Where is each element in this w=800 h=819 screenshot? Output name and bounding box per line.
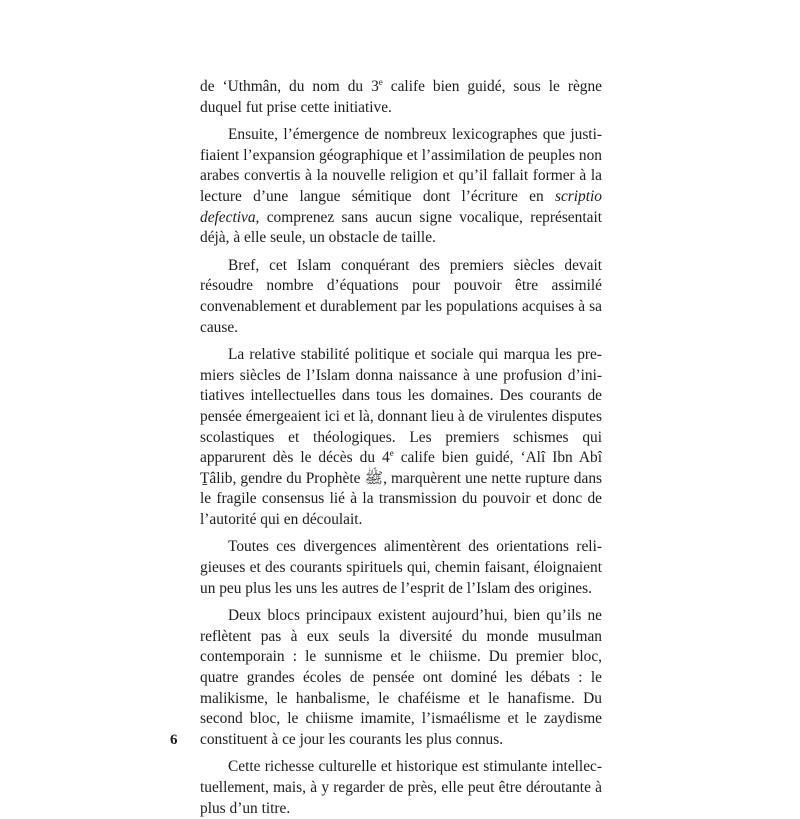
text-segment: calife bien guidé, ‘Alî Ibn Abî [393,449,602,467]
italic-phrase: scriptio defectiva [200,187,602,226]
paragraph [200,345,602,530]
text-segment: Toutes ces divergences alimentèrent des orientations religieuses et des courants spirituels qui, chemin faisant, éloignaient un peu plus les uns les autres de l’esprit de l’Islam des origines. [200,538,602,597]
body-text [200,77,602,819]
superscript: e [378,76,383,87]
text-segment: Deux blocs principaux existent aujourd’hui, bien qu’ils ne reflètent pas à eux seuls la diversité du monde musulman contemporain : le sunnisme et le chiisme. Du premier bloc, quatre grandes écoles de pensée ont dominé les débats : le malikisme, le hanbalisme, le chaféisme et le hanafisme. Du second bloc, le chiisme imamite, l’ismaélisme et le zaydisme constituent à ce jour les courants les plus connus. [200,607,602,748]
paragraph [200,537,602,599]
text-segment: , comprenez sans aucun signe vocalique, représentait déjà, à elle seule, un obstacle de taille. [200,208,602,247]
paragraph [200,77,602,118]
text-segment: Cette richesse culturelle et historique est stimulante intellectuellement, mais, à y regarder de près, elle peut être déroutante à plus d’un titre. [200,758,602,817]
page-number: 6 [170,732,178,748]
text-segment: calife bien guidé, sous le règne duquel fut prise cette initiative. [200,78,602,116]
text-segment: Ṯ [200,469,210,487]
text-segment: de ‘Uthmân, du nom du 3 [200,78,379,95]
text-segment: La relative stabilité politique et sociale qui marqua les premiers siècles de l’Islam donna naissance à une profusion d’initiatives intellectuelles dans tous les domaines. Des courants de pensée émergeaient ici et là, donnant lieu à de virulentes disputes scolastiques et théologiques. Les premiers schismes qui apparurent dès le décès du 4 [200,346,602,467]
paragraph [200,606,602,750]
text-segment: âlib, gendre du Prophète ﷺ, marquèrent une nette rupture dans le fragile consensus lié à la transmission du pouvoir et donc de l’autorité qui en découlait. [200,469,602,528]
text-segment: Bref, cet Islam conquérant des premiers siècles devait résoudre nombre d’équations pour pouvoir être assimilé convenablement et durablement par les populations acquises à sa cause. [200,256,602,336]
paragraph [200,757,602,819]
paragraph [200,256,602,338]
superscript: e [389,447,394,458]
paragraph [200,125,602,249]
text-segment: Ensuite, l’émergence de nombreux lexicographes que justifiaient l’expansion géographique et l’assimilation de peuples non arabes convertis à la nouvelle religion et qu’il fallait former à la lecture d’une langue sémitique dont l’écriture en [200,126,602,205]
